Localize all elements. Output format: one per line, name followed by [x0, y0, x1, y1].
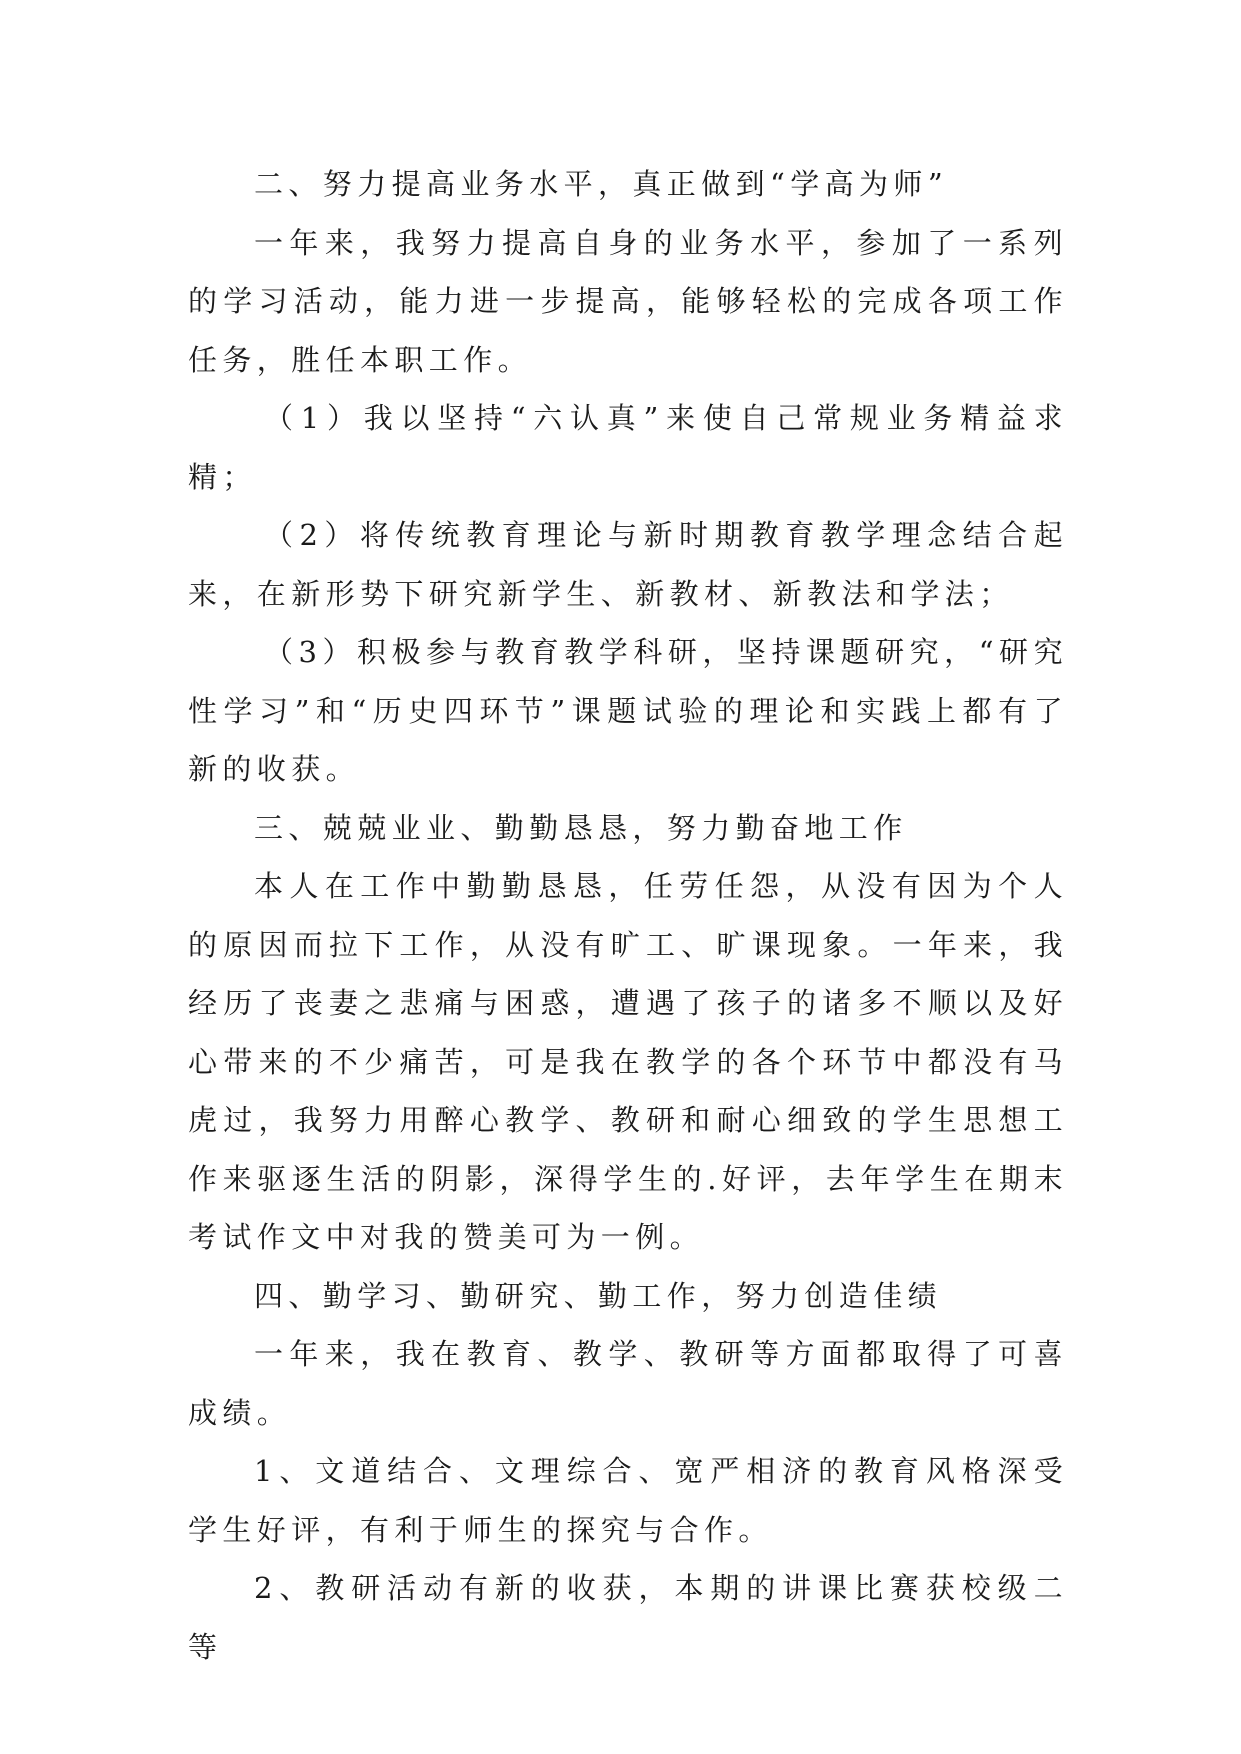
document-body: [188, 155, 1068, 1676]
paragraph: 一年来，我在教育、教学、教研等方面都取得了可喜成绩。: [188, 1337, 1068, 1430]
section-heading-3: 三、兢兢业业、勤勤恳恳，努力勤奋地工作: [254, 810, 908, 845]
paragraph: 1、文道结合、文理综合、宽严相济的教育风格深受学生好评，有利于师生的探究与合作。: [188, 1454, 1068, 1547]
paragraph: 一年来，我努力提高自身的业务水平，参加了一系列的学习活动，能力进一步提高，能够轻松的完成各项工作任务，胜任本职工作。: [188, 225, 1068, 377]
list-item: （1）我以坚持“六认真”来使自己常规业务精益求精；: [188, 401, 1068, 494]
list-item: （2）将传统教育理论与新时期教育教学理念结合起来，在新形势下研究新学生、新教材、新教法和学法；: [188, 518, 1068, 611]
section-heading-4: 四、勤学习、勤研究、勤工作，努力创造佳绩: [254, 1278, 943, 1313]
paragraph: 2、教研活动有新的收获，本期的讲课比赛获校级二等: [188, 1571, 1068, 1664]
paragraph: 本人在工作中勤勤恳恳，任劳任怨，从没有因为个人的原因而拉下工作，从没有旷工、旷课现象。一年来，我经历了丧妻之悲痛与困惑，遭遇了孩子的诸多不顺以及好心带来的不少痛苦，可是我在教学的各个环节中都没有马虎过，我努力用醉心教学、教研和耐心细致的学生思想工作来驱逐生活的阴影，深得学生的.好评，去年学生在期末考试作文中对我的赞美可为一例。: [188, 869, 1068, 1254]
list-item: （3）积极参与教育教学科研，坚持课题研究，“研究性学习”和“历史四环节”课题试验的理论和实践上都有了新的收获。: [188, 635, 1068, 786]
section-heading-2: 二、努力提高业务水平，真正做到“学高为师”: [254, 167, 949, 201]
